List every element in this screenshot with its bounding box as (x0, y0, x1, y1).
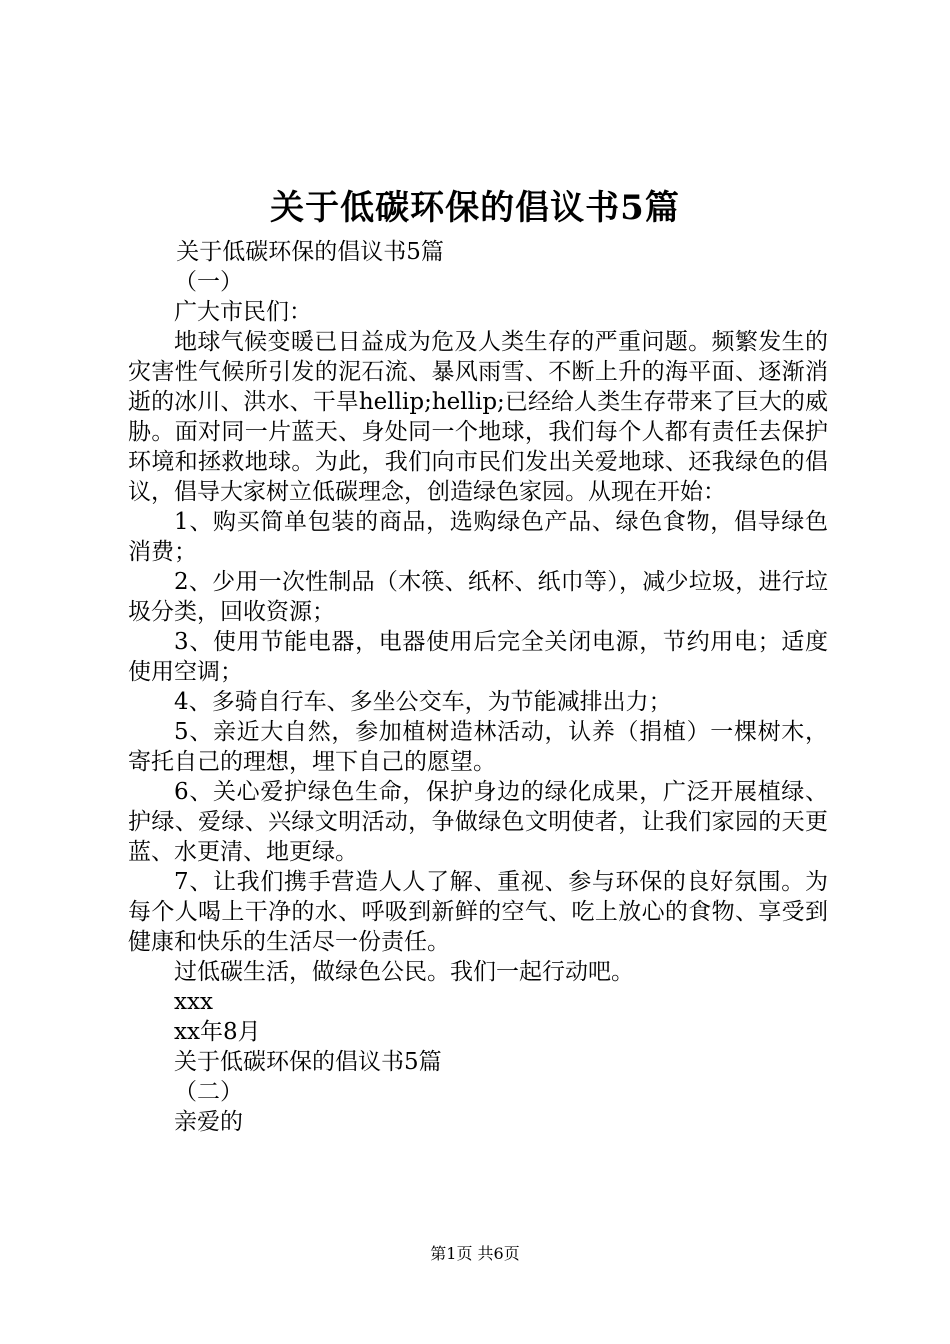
page-footer (0, 1244, 950, 1264)
document-title: 关于低碳环保的倡议书5篇 (270, 188, 680, 228)
paragraph-item-4: 4、多骑自行车、多坐公交车，为节能减排出力； (174, 689, 672, 715)
paragraph-item-5: 5、亲近大自然，参加植树造林活动，认养（捐植）一棵树木，寄托自己的理想，埋下自己的愿望。 (128, 719, 828, 775)
paragraph-item-3: 3、使用节能电器，电器使用后完全关闭电源，节约用电；适度使用空调； (128, 629, 828, 685)
paragraph-section-two-label: （二） (174, 1079, 243, 1105)
document-body (128, 237, 828, 1137)
paragraph-subtitle-repeat: 关于低碳环保的倡议书5篇 (174, 1049, 442, 1075)
paragraph-item-2: 2、少用一次性制品（木筷、纸杯、纸巾等），减少垃圾，进行垃圾分类，回收资源； (128, 569, 828, 625)
page-number: 第1页 (430, 1244, 473, 1263)
paragraph-closing: 过低碳生活，做绿色公民。我们一起行动吧。 (174, 959, 634, 985)
paragraph-signature: xxx (174, 989, 213, 1015)
paragraph-section-one-label: （一） (174, 269, 243, 295)
paragraph-subtitle: 关于低碳环保的倡议书5篇 (176, 239, 444, 265)
paragraph-date: xx年8月 (174, 1019, 261, 1045)
paragraph-item-1: 1、购买简单包装的商品，选购绿色产品、绿色食物，倡导绿色消费； (128, 509, 828, 565)
paragraph-item-7: 7、让我们携手营造人人了解、重视、参与环保的良好氛围。为每个人喝上干净的水、呼吸到新鲜的空气、吃上放心的食物、享受到健康和快乐的生活尽一份责任。 (128, 869, 828, 955)
page-total: 共6页 (477, 1244, 520, 1263)
paragraph-intro: 地球气候变暖已日益成为危及人类生存的严重问题。频繁发生的灾害性气候所引发的泥石流、暴风雨雪、不断上升的海平面、逐渐消逝的冰川、洪水、干旱hellip;hellip;已经给人类生存带来了巨大的威胁。面对同一片蓝天、身处同一个地球，我们每个人都有责任去保护环境和拯救地球。为此，我们向市民们发出关爱地球、还我绿色的倡议，倡导大家树立低碳理念，创造绿色家园。从现在开始： (128, 329, 828, 505)
paragraph-item-6: 6、关心爱护绿色生命，保护身边的绿化成果，广泛开展植绿、护绿、爱绿、兴绿文明活动，争做绿色文明使者，让我们家园的天更蓝、水更清、地更绿。 (128, 779, 828, 865)
paragraph-salutation-two: 亲爱的 (174, 1109, 243, 1135)
paragraph-salutation: 广大市民们： (174, 299, 312, 325)
